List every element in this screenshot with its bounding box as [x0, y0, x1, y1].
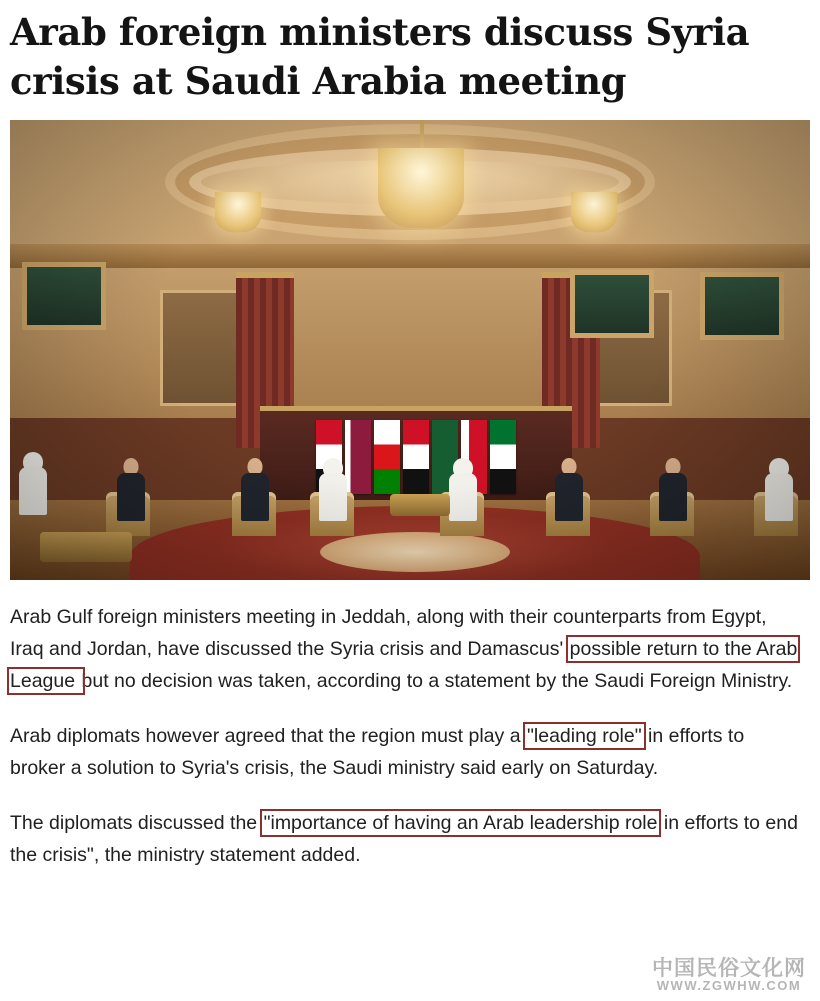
- watermark-chinese-text: 中国民俗文化网: [652, 956, 806, 981]
- text-segment: in efforts to broker a solution to Syria's crisis, the Saudi ministry said early on Saturday.: [10, 725, 745, 779]
- text-segment: Arab diplomats however agreed that the region must play a: [10, 725, 526, 748]
- highlighted-text: "importance of having an Arab leadership role: [263, 812, 658, 835]
- watermark-url: WWW.ZGWHW.COM: [656, 978, 802, 994]
- article-body: [0, 580, 820, 871]
- image-vignette: [10, 120, 810, 580]
- paragraph-3: [10, 808, 802, 871]
- paragraph-2: [10, 721, 802, 784]
- highlighted-text: "leading role": [526, 725, 642, 748]
- highlighted-text: possible return to the Arab League: [10, 637, 798, 692]
- text-segment: but no decision was taken, according to a statement by the Saudi Foreign Ministry.: [81, 669, 793, 692]
- text-segment: The diplomats discussed the: [10, 812, 263, 835]
- article-hero-image: [10, 120, 810, 580]
- text-segment: in efforts to end the crisis", the ministry statement added.: [10, 812, 798, 866]
- site-watermark: [652, 957, 806, 993]
- text-segment: Arab Gulf foreign ministers meeting in Jeddah, along with their counterparts from Egypt, Iraq and Jordan, have discussed the Syria crisis and Damascus': [10, 606, 767, 660]
- page-title: Arab foreign ministers discuss Syria crisis at Saudi Arabia meeting: [10, 10, 750, 104]
- paragraph-1: [10, 602, 802, 697]
